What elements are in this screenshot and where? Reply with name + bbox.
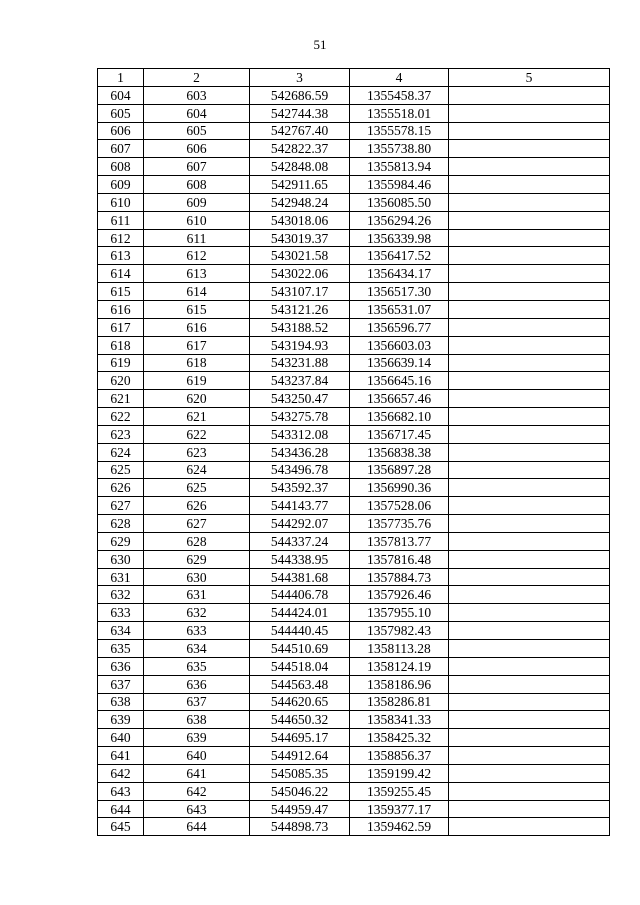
- table-cell-col-2: 608: [144, 176, 250, 194]
- table-cell-col-1: 622: [98, 408, 144, 426]
- table-cell-col-4: 1359462.59: [350, 818, 449, 836]
- table-cell-col-3: 544143.77: [250, 497, 350, 515]
- table-cell-col-5: [449, 764, 610, 782]
- table-row: [98, 265, 610, 283]
- table-cell-col-4: 1356294.26: [350, 211, 449, 229]
- table-cell-col-1: 612: [98, 229, 144, 247]
- table-cell-col-4: 1359199.42: [350, 764, 449, 782]
- table-cell-col-5: [449, 140, 610, 158]
- table-cell-col-1: 642: [98, 764, 144, 782]
- table-cell-col-2: 629: [144, 550, 250, 568]
- table-body: [98, 86, 610, 835]
- table-cell-col-5: [449, 443, 610, 461]
- table-row: [98, 425, 610, 443]
- table-cell-col-2: 616: [144, 318, 250, 336]
- table-cell-col-1: 611: [98, 211, 144, 229]
- table-cell-col-5: [449, 390, 610, 408]
- table-row: [98, 336, 610, 354]
- table-cell-col-5: [449, 532, 610, 550]
- table-cell-col-3: 544337.24: [250, 532, 350, 550]
- table-row: [98, 640, 610, 658]
- table-cell-col-2: 617: [144, 336, 250, 354]
- table-cell-col-5: [449, 729, 610, 747]
- table-cell-col-1: 610: [98, 193, 144, 211]
- table-cell-col-3: 543275.78: [250, 408, 350, 426]
- table-cell-col-4: 1356717.45: [350, 425, 449, 443]
- table-cell-col-2: 640: [144, 747, 250, 765]
- table-cell-col-1: 623: [98, 425, 144, 443]
- table-cell-col-3: 544406.78: [250, 586, 350, 604]
- table-cell-col-4: 1356434.17: [350, 265, 449, 283]
- table-cell-col-4: 1357735.76: [350, 515, 449, 533]
- table-cell-col-3: 543121.26: [250, 300, 350, 318]
- table-cell-col-2: 610: [144, 211, 250, 229]
- table-cell-col-5: [449, 336, 610, 354]
- table-cell-col-1: 615: [98, 283, 144, 301]
- table-row: [98, 586, 610, 604]
- table-cell-col-3: 544381.68: [250, 568, 350, 586]
- table-cell-col-4: 1356417.52: [350, 247, 449, 265]
- table-cell-col-3: 543312.08: [250, 425, 350, 443]
- table-cell-col-1: 608: [98, 158, 144, 176]
- table-cell-col-2: 643: [144, 800, 250, 818]
- table-cell-col-2: 636: [144, 675, 250, 693]
- table-cell-col-5: [449, 550, 610, 568]
- table-cell-col-3: 543496.78: [250, 461, 350, 479]
- table-cell-col-3: 543592.37: [250, 479, 350, 497]
- table-row: [98, 158, 610, 176]
- table-cell-col-3: 544424.01: [250, 604, 350, 622]
- table-cell-col-3: 543107.17: [250, 283, 350, 301]
- table-cell-col-1: 636: [98, 657, 144, 675]
- table-cell-col-3: 543436.28: [250, 443, 350, 461]
- table-row: [98, 675, 610, 693]
- table-cell-col-4: 1355458.37: [350, 86, 449, 104]
- table-cell-col-3: 543237.84: [250, 372, 350, 390]
- table-cell-col-2: 609: [144, 193, 250, 211]
- table-cell-col-1: 618: [98, 336, 144, 354]
- table-cell-col-4: 1356838.38: [350, 443, 449, 461]
- table-cell-col-1: 628: [98, 515, 144, 533]
- table-cell-col-1: 644: [98, 800, 144, 818]
- table-row: [98, 782, 610, 800]
- table-cell-col-2: 621: [144, 408, 250, 426]
- table-cell-col-3: 542911.65: [250, 176, 350, 194]
- table-cell-col-4: 1357982.43: [350, 622, 449, 640]
- table-cell-col-2: 615: [144, 300, 250, 318]
- table-cell-col-3: 542767.40: [250, 122, 350, 140]
- table-cell-col-4: 1358113.28: [350, 640, 449, 658]
- table-row: [98, 390, 610, 408]
- table-cell-col-5: [449, 408, 610, 426]
- table-cell-col-4: 1357528.06: [350, 497, 449, 515]
- table-cell-col-1: 640: [98, 729, 144, 747]
- table-row: [98, 497, 610, 515]
- table-cell-col-5: [449, 568, 610, 586]
- table-cell-col-2: 644: [144, 818, 250, 836]
- table-row: [98, 408, 610, 426]
- table-cell-col-3: 544292.07: [250, 515, 350, 533]
- table-cell-col-1: 614: [98, 265, 144, 283]
- table-cell-col-4: 1358286.81: [350, 693, 449, 711]
- table-cell-col-5: [449, 372, 610, 390]
- table-cell-col-5: [449, 479, 610, 497]
- table-cell-col-5: [449, 176, 610, 194]
- table-cell-col-5: [449, 640, 610, 658]
- table-row: [98, 818, 610, 836]
- table-cell-col-4: 1357816.48: [350, 550, 449, 568]
- table-cell-col-4: 1359377.17: [350, 800, 449, 818]
- table-cell-col-2: 612: [144, 247, 250, 265]
- table-row: [98, 657, 610, 675]
- table-cell-col-4: 1356531.07: [350, 300, 449, 318]
- table-cell-col-4: 1356639.14: [350, 354, 449, 372]
- table-row: [98, 729, 610, 747]
- table-cell-col-3: 544440.45: [250, 622, 350, 640]
- table-row: [98, 283, 610, 301]
- table-cell-col-3: 542686.59: [250, 86, 350, 104]
- table-cell-col-3: 544620.65: [250, 693, 350, 711]
- table-cell-col-5: [449, 318, 610, 336]
- table-cell-col-1: 609: [98, 176, 144, 194]
- table-cell-col-2: 634: [144, 640, 250, 658]
- table-row: [98, 372, 610, 390]
- table-row: [98, 461, 610, 479]
- table-cell-col-1: 620: [98, 372, 144, 390]
- table-cell-col-1: 604: [98, 86, 144, 104]
- table-cell-col-1: 632: [98, 586, 144, 604]
- table-cell-col-4: 1355813.94: [350, 158, 449, 176]
- table-cell-col-3: 544959.47: [250, 800, 350, 818]
- table-cell-col-5: [449, 122, 610, 140]
- table-cell-col-2: 642: [144, 782, 250, 800]
- table-cell-col-3: 544563.48: [250, 675, 350, 693]
- table-cell-col-2: 638: [144, 711, 250, 729]
- table-cell-col-3: 544898.73: [250, 818, 350, 836]
- table-cell-col-5: [449, 818, 610, 836]
- table-cell-col-2: 635: [144, 657, 250, 675]
- table-cell-col-4: 1357813.77: [350, 532, 449, 550]
- table-cell-col-1: 637: [98, 675, 144, 693]
- table-cell-col-1: 605: [98, 104, 144, 122]
- table-cell-col-4: 1355578.15: [350, 122, 449, 140]
- table-cell-col-2: 604: [144, 104, 250, 122]
- table-cell-col-3: 544695.17: [250, 729, 350, 747]
- table-cell-col-1: 641: [98, 747, 144, 765]
- table-cell-col-2: 625: [144, 479, 250, 497]
- table-cell-col-5: [449, 604, 610, 622]
- table-cell-col-4: 1355518.01: [350, 104, 449, 122]
- column-header-3: 3: [250, 69, 350, 87]
- table-cell-col-2: 628: [144, 532, 250, 550]
- table-cell-col-3: 545046.22: [250, 782, 350, 800]
- table-cell-col-5: [449, 622, 610, 640]
- table-cell-col-4: 1358425.32: [350, 729, 449, 747]
- table-cell-col-3: 542822.37: [250, 140, 350, 158]
- table-cell-col-3: 544912.64: [250, 747, 350, 765]
- table-cell-col-5: [449, 283, 610, 301]
- table-row: [98, 140, 610, 158]
- table-cell-col-4: 1356657.46: [350, 390, 449, 408]
- table-cell-col-4: 1358341.33: [350, 711, 449, 729]
- table-row: [98, 86, 610, 104]
- table-cell-col-4: 1355738.80: [350, 140, 449, 158]
- table-cell-col-3: 544338.95: [250, 550, 350, 568]
- table-cell-col-4: 1357926.46: [350, 586, 449, 604]
- table-header-row: [98, 69, 610, 87]
- table-cell-col-5: [449, 711, 610, 729]
- table-row: [98, 318, 610, 336]
- column-header-1: 1: [98, 69, 144, 87]
- table-row: [98, 247, 610, 265]
- table-cell-col-5: [449, 300, 610, 318]
- table-cell-col-3: 542744.38: [250, 104, 350, 122]
- table-cell-col-1: 616: [98, 300, 144, 318]
- table-cell-col-1: 613: [98, 247, 144, 265]
- table-cell-col-3: 543231.88: [250, 354, 350, 372]
- table-row: [98, 176, 610, 194]
- table-cell-col-5: [449, 497, 610, 515]
- table-cell-col-5: [449, 265, 610, 283]
- table-cell-col-2: 611: [144, 229, 250, 247]
- column-header-2: 2: [144, 69, 250, 87]
- table-cell-col-2: 641: [144, 764, 250, 782]
- table-cell-col-5: [449, 229, 610, 247]
- table-cell-col-4: 1358856.37: [350, 747, 449, 765]
- table-cell-col-4: 1356596.77: [350, 318, 449, 336]
- table-cell-col-3: 544518.04: [250, 657, 350, 675]
- table-cell-col-5: [449, 515, 610, 533]
- table-cell-col-5: [449, 461, 610, 479]
- table-cell-col-5: [449, 425, 610, 443]
- table-cell-col-1: 635: [98, 640, 144, 658]
- table-cell-col-2: 637: [144, 693, 250, 711]
- table-row: [98, 693, 610, 711]
- table-cell-col-3: 543250.47: [250, 390, 350, 408]
- table-row: [98, 568, 610, 586]
- table-cell-col-2: 626: [144, 497, 250, 515]
- table-cell-col-1: 606: [98, 122, 144, 140]
- table-cell-col-4: 1356603.03: [350, 336, 449, 354]
- table-cell-col-1: 617: [98, 318, 144, 336]
- table-cell-col-1: 619: [98, 354, 144, 372]
- table-cell-col-1: 631: [98, 568, 144, 586]
- table-row: [98, 479, 610, 497]
- table-cell-col-2: 620: [144, 390, 250, 408]
- table-cell-col-5: [449, 211, 610, 229]
- table-cell-col-1: 629: [98, 532, 144, 550]
- table-cell-col-1: 626: [98, 479, 144, 497]
- table-cell-col-1: 607: [98, 140, 144, 158]
- table-cell-col-1: 624: [98, 443, 144, 461]
- table-cell-col-3: 544510.69: [250, 640, 350, 658]
- table-cell-col-1: 634: [98, 622, 144, 640]
- table-cell-col-2: 622: [144, 425, 250, 443]
- table-cell-col-2: 624: [144, 461, 250, 479]
- table-cell-col-2: 613: [144, 265, 250, 283]
- table-cell-col-4: 1356645.16: [350, 372, 449, 390]
- table-cell-col-4: 1358124.19: [350, 657, 449, 675]
- table-cell-col-5: [449, 104, 610, 122]
- table-row: [98, 604, 610, 622]
- page-number: 51: [313, 37, 327, 52]
- table-cell-col-3: 542848.08: [250, 158, 350, 176]
- table-cell-col-1: 645: [98, 818, 144, 836]
- table-cell-col-2: 633: [144, 622, 250, 640]
- table-cell-col-2: 603: [144, 86, 250, 104]
- table-cell-col-2: 631: [144, 586, 250, 604]
- table-cell-col-2: 619: [144, 372, 250, 390]
- table-cell-col-1: 639: [98, 711, 144, 729]
- table-cell-col-2: 618: [144, 354, 250, 372]
- table-cell-col-4: 1356990.36: [350, 479, 449, 497]
- table-cell-col-5: [449, 86, 610, 104]
- table-cell-col-1: 621: [98, 390, 144, 408]
- table-cell-col-1: 633: [98, 604, 144, 622]
- table-cell-col-5: [449, 693, 610, 711]
- table-cell-col-4: 1359255.45: [350, 782, 449, 800]
- table-cell-col-2: 607: [144, 158, 250, 176]
- table-row: [98, 193, 610, 211]
- table-cell-col-2: 614: [144, 283, 250, 301]
- table-row: [98, 354, 610, 372]
- table-cell-col-5: [449, 193, 610, 211]
- table-row: [98, 532, 610, 550]
- table-row: [98, 211, 610, 229]
- table-cell-col-2: 639: [144, 729, 250, 747]
- table-row: [98, 800, 610, 818]
- table-cell-col-2: 606: [144, 140, 250, 158]
- table-row: [98, 300, 610, 318]
- table-cell-col-5: [449, 747, 610, 765]
- table-row: [98, 229, 610, 247]
- table-cell-col-5: [449, 158, 610, 176]
- table-cell-col-3: 544650.32: [250, 711, 350, 729]
- column-header-4: 4: [350, 69, 449, 87]
- table-cell-col-4: 1357884.73: [350, 568, 449, 586]
- table-row: [98, 122, 610, 140]
- table-cell-col-4: 1355984.46: [350, 176, 449, 194]
- table-cell-col-3: 543188.52: [250, 318, 350, 336]
- table-cell-col-4: 1358186.96: [350, 675, 449, 693]
- table-row: [98, 443, 610, 461]
- table-cell-col-5: [449, 354, 610, 372]
- table-cell-col-4: 1356897.28: [350, 461, 449, 479]
- table-cell-col-4: 1357955.10: [350, 604, 449, 622]
- column-header-5: 5: [449, 69, 610, 87]
- table-cell-col-1: 627: [98, 497, 144, 515]
- table-cell-col-3: 542948.24: [250, 193, 350, 211]
- table-row: [98, 711, 610, 729]
- table-row: [98, 622, 610, 640]
- table-cell-col-4: 1356339.98: [350, 229, 449, 247]
- table-cell-col-4: 1356085.50: [350, 193, 449, 211]
- table-cell-col-5: [449, 657, 610, 675]
- table-cell-col-2: 632: [144, 604, 250, 622]
- table-cell-col-5: [449, 675, 610, 693]
- table-cell-col-2: 623: [144, 443, 250, 461]
- table-cell-col-5: [449, 247, 610, 265]
- table-cell-col-4: 1356517.30: [350, 283, 449, 301]
- table-row: [98, 104, 610, 122]
- table-cell-col-3: 543022.06: [250, 265, 350, 283]
- table-cell-col-1: 630: [98, 550, 144, 568]
- table-row: [98, 550, 610, 568]
- table-cell-col-2: 630: [144, 568, 250, 586]
- table-cell-col-2: 627: [144, 515, 250, 533]
- table-cell-col-1: 625: [98, 461, 144, 479]
- table-cell-col-3: 543021.58: [250, 247, 350, 265]
- coordinates-table: [97, 68, 610, 836]
- table-cell-col-3: 545085.35: [250, 764, 350, 782]
- table-row: [98, 764, 610, 782]
- table-cell-col-5: [449, 800, 610, 818]
- table-cell-col-4: 1356682.10: [350, 408, 449, 426]
- table-cell-col-1: 638: [98, 693, 144, 711]
- table-row: [98, 515, 610, 533]
- table-cell-col-3: 543194.93: [250, 336, 350, 354]
- table-cell-col-5: [449, 782, 610, 800]
- table-cell-col-5: [449, 586, 610, 604]
- table-row: [98, 747, 610, 765]
- table-cell-col-3: 543018.06: [250, 211, 350, 229]
- table-cell-col-2: 605: [144, 122, 250, 140]
- table-cell-col-1: 643: [98, 782, 144, 800]
- table-cell-col-3: 543019.37: [250, 229, 350, 247]
